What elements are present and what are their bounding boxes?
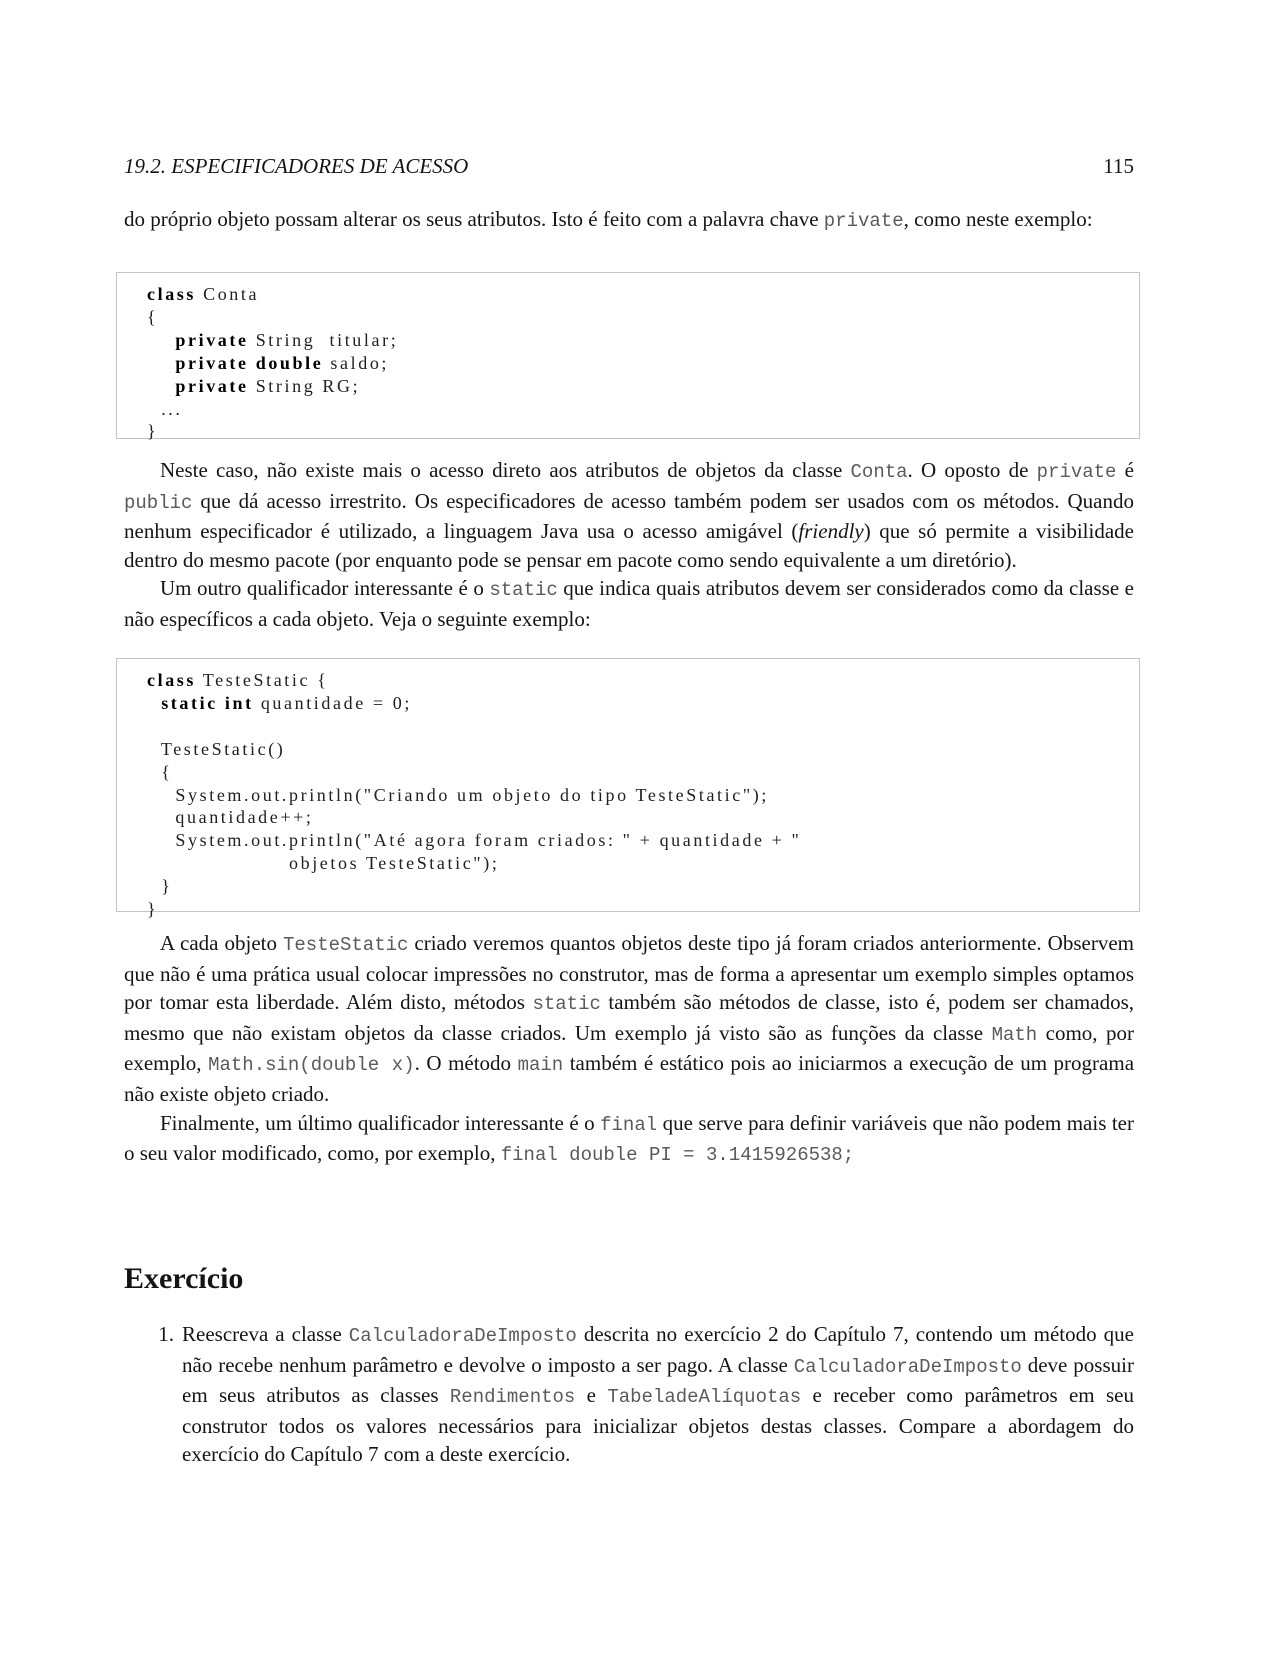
code-inline: Conta xyxy=(850,461,908,483)
text-emphasis: friendly xyxy=(798,519,864,544)
text: que serve para definir variáveis que não podem mais ter o seu valor modificado, como, por exemplo, xyxy=(124,1110,1134,1166)
code-keyword: class xyxy=(147,284,196,304)
code-listing-testestatic xyxy=(116,658,1140,920)
code-text: String titular; xyxy=(248,329,399,350)
code-inline: private xyxy=(1036,461,1117,483)
code-inline: CalculadoraDeImposto xyxy=(348,1325,577,1347)
code-text: } xyxy=(147,899,159,920)
code-inline: TesteStatic xyxy=(282,934,409,956)
code-keyword: double xyxy=(255,352,324,373)
code-text: { xyxy=(161,761,173,782)
code-inline: static xyxy=(532,993,601,1016)
code-inline: Math xyxy=(991,1023,1038,1046)
text: ) que só permite a visibilidade dentro do mesmo pacote (por enquanto pode se pensar em pacote como sendo equivalente a um diretório). xyxy=(124,519,1134,572)
code-text: System.out.println("Até agora foram criados: " + quantidade + " xyxy=(175,830,802,851)
text: Um outro qualificador interessante é o xyxy=(160,576,490,601)
code-inline: static xyxy=(489,579,558,602)
paragraph-static xyxy=(124,929,1134,1170)
list-item xyxy=(124,1320,1134,1469)
text: . O oposto de xyxy=(907,458,1037,482)
code-keyword: int xyxy=(224,692,254,713)
code-inline: final xyxy=(600,1113,658,1136)
code-keyword: static xyxy=(161,692,218,713)
text: A cada objeto xyxy=(160,931,283,955)
code-keyword: class xyxy=(147,670,196,690)
text: do próprio objeto possam alterar os seus atributos. Isto é feito com a palavra chave xyxy=(124,207,824,231)
code-text: quantidade = 0; xyxy=(253,692,412,713)
running-header xyxy=(124,154,1134,179)
text: Reescreva a classe xyxy=(182,1322,349,1346)
code-text: quantidade++; xyxy=(175,807,314,828)
text: também são métodos de classe, isto é, podem ser chamados, mesmo que não existam objetos da classe criados. Um exemplo já visto são as funções da classe xyxy=(124,990,1134,1045)
code-text: TesteStatic() xyxy=(160,738,286,759)
code-text: } xyxy=(147,421,159,442)
code-listing-conta xyxy=(116,272,1140,442)
code-inline: private xyxy=(823,210,904,232)
text: que indica quais atributos devem ser considerados como da classe e não específicos a cada objeto. Veja o seguinte exemplo: xyxy=(124,576,1134,631)
code-keyword: private xyxy=(175,352,249,373)
text: descrita no exercício 2 do Capítulo 7, contendo um método que não recebe nenhum parâmetro e devolve o imposto a ser pago. A classe xyxy=(182,1322,1134,1377)
exercise-list xyxy=(124,1320,1134,1469)
code-inline: CalculadoraDeImposto xyxy=(793,1355,1022,1378)
exercise-text xyxy=(182,1320,1134,1469)
paragraph-access xyxy=(124,456,1134,634)
text: criado veremos quantos objetos deste tipo já foram criados anteriormente. Observem que não é uma prática usual colocar impressões no construtor, mas de forma a apresentar um exemplo simples optamos por tomar esta liberdade. Além disto, métodos xyxy=(124,931,1134,1015)
list-number: 1. xyxy=(158,1322,174,1346)
code-inline: Math.sin(double x) xyxy=(208,1054,415,1077)
text: , como neste exemplo: xyxy=(903,207,1093,231)
code-text: TesteStatic { xyxy=(196,670,329,690)
text: também é estático pois ao iniciarmos a execução de um programa não existe objeto criado. xyxy=(124,1051,1135,1106)
paragraph-intro xyxy=(124,205,1134,236)
code-inline: Rendimentos xyxy=(449,1386,576,1409)
text: . O método xyxy=(414,1051,518,1076)
code-text: objetos TesteStatic"); xyxy=(289,853,500,874)
code-inline: final double PI = 3.1415926538; xyxy=(500,1144,855,1167)
text: Finalmente, um último qualificador interessante é o xyxy=(160,1110,601,1135)
text: que dá acesso irrestrito. Os especificadores de acesso também podem ser usados com os métodos. Quando nenhum especificador é utilizado, a linguagem Java usa o acesso amigável ( xyxy=(124,488,1134,544)
code-keyword: private xyxy=(175,329,249,350)
text: é xyxy=(1116,458,1135,482)
text: Neste caso, não existe mais o acesso direto aos atributos de objetos da classe xyxy=(160,458,851,482)
code-text: saldo; xyxy=(323,352,390,373)
code-text: } xyxy=(161,876,173,897)
code-text: String RG; xyxy=(248,375,361,396)
code-text: Conta xyxy=(196,284,260,304)
text: e xyxy=(575,1383,608,1408)
text: e receber como parâmetros em seu construtor todos os valores necessários para inicializar objetos destas classes. Compare a abordagem do exercício do Capítulo 7 com a deste exercício. xyxy=(182,1383,1134,1467)
code-inline: main xyxy=(517,1054,564,1077)
section-title: 19.2. ESPECIFICADORES DE ACESSO xyxy=(124,154,469,178)
page-number: 115 xyxy=(1103,154,1134,178)
code-text: ... xyxy=(161,398,183,419)
text: como, por exemplo, xyxy=(124,1020,1134,1076)
text: deve possuir em seus atributos as classes xyxy=(182,1352,1134,1408)
code-inline: public xyxy=(124,491,193,514)
exercise-heading: Exercício xyxy=(124,1262,244,1295)
code-text: { xyxy=(147,306,159,327)
code-inline: TabeladeAlíquotas xyxy=(607,1386,802,1409)
code-keyword: private xyxy=(175,375,249,396)
code-text: System.out.println("Criando um objeto do tipo TesteStatic"); xyxy=(175,784,769,805)
